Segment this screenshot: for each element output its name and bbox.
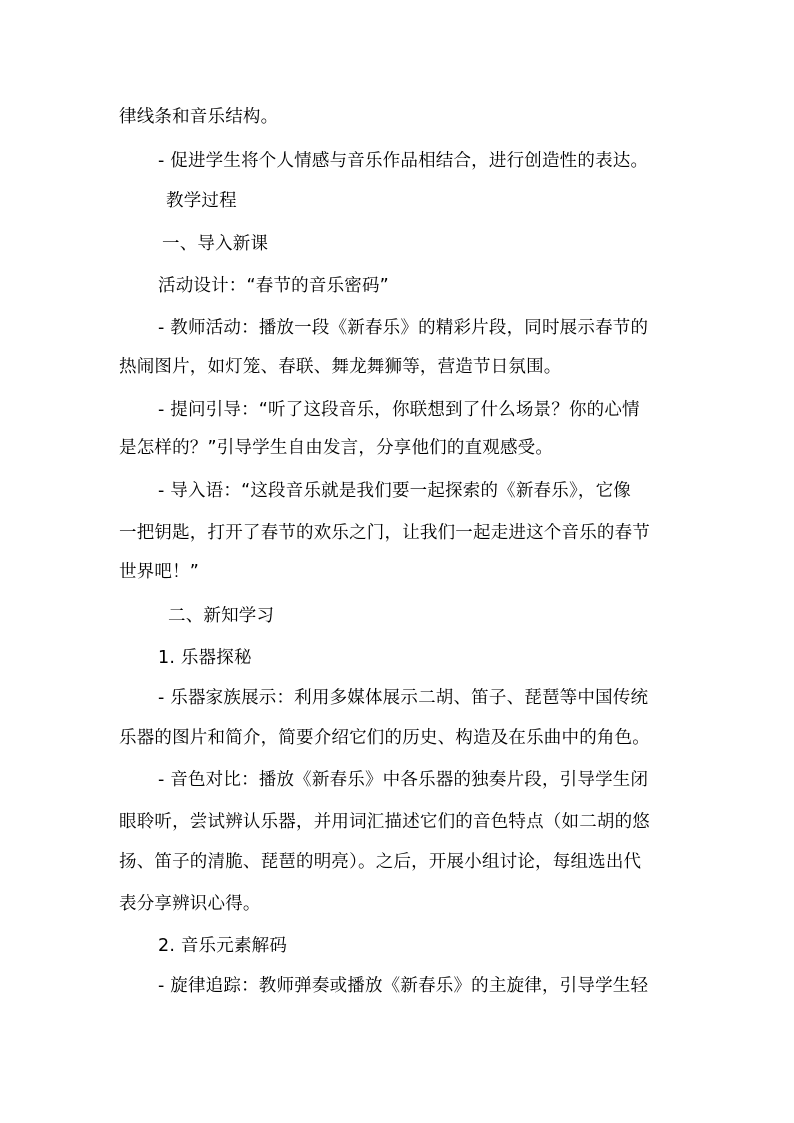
bullet-intro-speech-cont-2: 世界吧！” bbox=[119, 562, 200, 582]
bullet-timbre-compare-cont-1: 眼聆听，尝试辨认乐器，并用词汇描述它们的音色特点（如二胡的悠 bbox=[119, 812, 650, 832]
bullet-question-guide-cont: 是怎样的？”引导学生自由发言，分享他们的直观感受。 bbox=[119, 438, 554, 458]
bullet-timbre-compare: - 音色对比：播放《新春乐》中各乐器的独奏片段，引导学生闭 bbox=[158, 770, 649, 790]
bullet-instrument-family-cont: 乐器的图片和简介，简要介绍它们的历史、构造及在乐曲中的角色。 bbox=[119, 728, 650, 748]
bullet-teacher-activity-cont: 热闹图片，如灯笼、春联、舞龙舞狮等，营造节日氛围。 bbox=[119, 357, 562, 377]
bullet-timbre-compare-cont-2: 扬、笛子的清脆、琵琶的明亮）。之后，开展小组讨论，每组选出代 bbox=[119, 852, 642, 872]
section-heading-new-knowledge: 二、新知学习 bbox=[168, 606, 275, 626]
activity-design-title: 活动设计：“春节的音乐密码” bbox=[158, 276, 389, 296]
bullet-teacher-activity: - 教师活动：播放一段《新春乐》的精彩片段，同时展示春节的 bbox=[158, 318, 649, 338]
bullet-instrument-family: - 乐器家族展示：利用多媒体展示二胡、笛子、琵琶等中国传统 bbox=[158, 688, 649, 708]
bullet-melody-tracking: - 旋律追踪：教师弹奏或播放《新春乐》的主旋律，引导学生轻 bbox=[158, 976, 649, 996]
bullet-intro-speech-cont-1: 一把钥匙，打开了春节的欢乐之门，让我们一起走进这个音乐的春节 bbox=[119, 523, 650, 543]
bullet-intro-speech: - 导入语：“这段音乐就是我们要一起探索的《新春乐》，它像 bbox=[158, 481, 631, 501]
text-line-continuation: 律线条和音乐结构。 bbox=[119, 107, 279, 127]
section-heading-introduction: 一、导入新课 bbox=[162, 234, 269, 254]
section-heading-teaching-process: 教学过程 bbox=[166, 191, 237, 211]
subheading-instrument-explore: 1. 乐器探秘 bbox=[158, 648, 252, 668]
subheading-music-elements: 2. 音乐元素解码 bbox=[158, 936, 288, 956]
bullet-question-guide: - 提问引导：“听了这段音乐，你联想到了什么场景？你的心情 bbox=[158, 400, 640, 420]
bullet-timbre-compare-cont-3: 表分享辨识心得。 bbox=[119, 894, 261, 914]
bullet-objective: - 促进学生将个人情感与音乐作品相结合，进行创造性的表达。 bbox=[158, 151, 649, 171]
